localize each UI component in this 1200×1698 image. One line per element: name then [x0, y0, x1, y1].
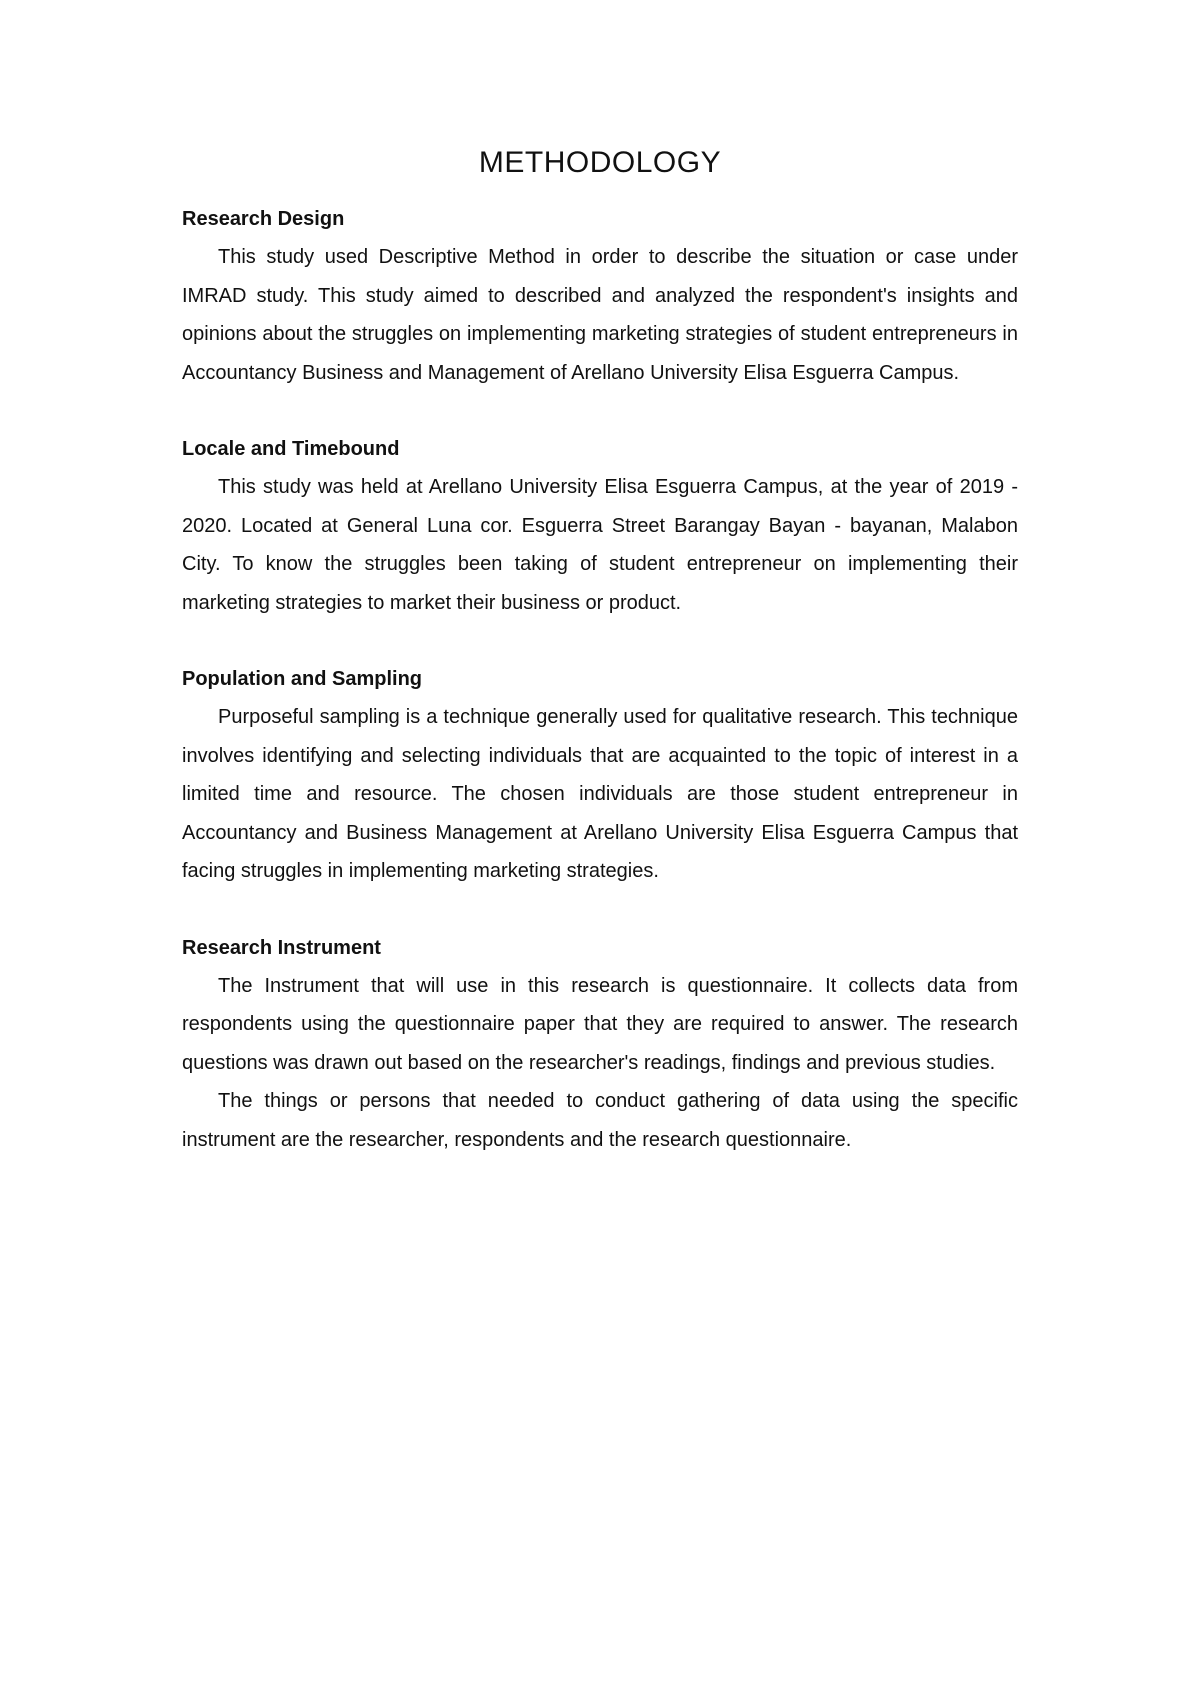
paragraph: This study was held at Arellano University Elisa Esguerra Campus, at the year of 2019 - 2020. Located at General Luna cor. Esguerra Street Barangay Bayan - bayanan, Malabon City. To know the struggles been taking of student entrepreneur on implementing their marketing strategies to market their business or product.: [182, 476, 1018, 614]
section-research-instrument: [182, 929, 1018, 1160]
page-title: METHODOLOGY: [478, 146, 722, 179]
paragraph: This study used Descriptive Method in order to describe the situation or case under IMRAD study. This study aimed to described and analyzed the respondent's insights and opinions about the struggles on implementing marketing strategies of student entrepreneurs in Accountancy Business and Management of Arellano University Elisa Esguerra Campus.: [182, 246, 1018, 384]
section-heading: Locale and Timebound: [182, 438, 400, 460]
section-research-design: [182, 200, 1018, 392]
section-heading: Research Instrument: [182, 936, 381, 959]
paragraph: The Instrument that will use in this research is questionnaire. It collects data from respondents using the questionnaire paper that they are required to answer. The research questions was drawn out based on the researcher's readings, findings and previous studies.: [182, 974, 1018, 1074]
section-locale-and-timebound: [182, 430, 1018, 622]
paragraph: The things or persons that needed to conduct gathering of data using the specific instrument are the researcher, respondents and the research questionnaire.: [182, 1090, 1018, 1151]
section-heading: Population and Sampling: [182, 668, 422, 690]
document-body: [182, 138, 1018, 1159]
section-heading: Research Design: [182, 208, 345, 230]
section-population-and-sampling: [182, 660, 1018, 891]
paragraph: Purposeful sampling is a technique generally used for qualitative research. This technique involves identifying and selecting individuals that are acquainted to the topic of interest in a limited time and resource. The chosen individuals are those student entrepreneur in Accountancy and Business Management at Arellano University Elisa Esguerra Campus that facing struggles in implementing marketing strategies.: [182, 706, 1018, 882]
